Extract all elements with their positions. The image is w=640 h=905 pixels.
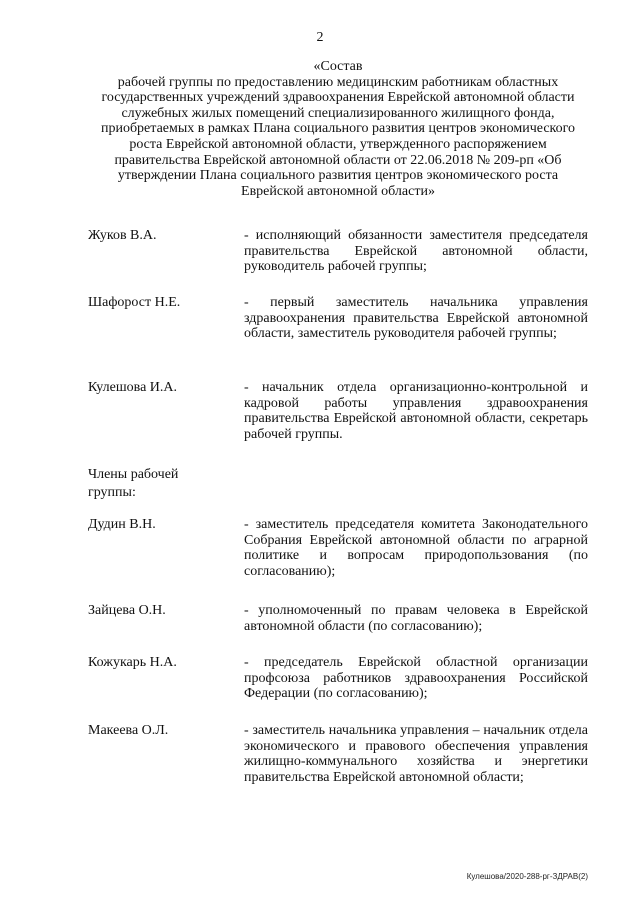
member-role: - первый заместитель начальника управления здравоохранения правительства Еврейской автономной области, заместитель руководителя рабочей группы;	[244, 295, 588, 342]
member-name: Зайцева О.Н.	[88, 603, 166, 618]
member-role: - председатель Еврейской областной организации профсоюза работников здравоохранения Российской Федерации (по согласованию);	[244, 655, 588, 702]
member-entry	[88, 517, 588, 581]
member-name: Жуков В.А.	[88, 228, 157, 243]
members-label: Члены рабочей группы:	[88, 467, 179, 500]
title-heading: «Состав	[313, 59, 363, 74]
member-role: - заместитель председателя комитета Законодательного Собрания Еврейской автономной области по аграрной политике и вопросам природопользования (по согласованию);	[244, 517, 588, 579]
member-role: - заместитель начальника управления – начальник отдела экономического и правового обеспечения управления жилищно-коммунального хозяйства и энергетики правительства Еврейской автономной области;	[244, 723, 588, 785]
document-title	[88, 59, 588, 199]
member-entry	[88, 723, 588, 803]
member-entry	[88, 228, 588, 276]
member-name: Кулешова И.А.	[88, 380, 178, 395]
member-name: Дудин В.Н.	[88, 517, 156, 532]
page-number: 2	[316, 30, 324, 45]
member-name: Шафорост Н.Е.	[88, 295, 181, 310]
member-role: - уполномоченный по правам человека в Еврейской автономной области (по согласованию);	[244, 603, 588, 634]
member-role: - начальник отдела организационно-контрольной и кадровой работы управления здравоохранения правительства Еврейской автономной области, секретарь рабочей группы.	[244, 380, 588, 442]
member-role: - исполняющий обязанности заместителя председателя правительства Еврейской автономной области, руководитель рабочей группы;	[244, 228, 588, 275]
member-entry	[88, 380, 588, 444]
member-entry	[88, 655, 588, 703]
member-entry	[88, 295, 588, 359]
member-entry	[88, 603, 588, 635]
member-name: Кожукарь Н.А.	[88, 655, 177, 670]
member-name: Макеева О.Л.	[88, 723, 169, 738]
title-subtitle: рабочей группы по предоставлению медицинским работникам областных государственных учреждений здравоохранения Еврейской автономной области служебных жилых помещений специализированного жилищного фонда, приобретаемых в рамках Плана социального развития центров экономического роста Еврейской автономной области, утвержденного распоряжением правительства Еврейской автономной области от 22.06.2018 № 209-рп «Об утверждении Плана социального развития центров экономического роста Еврейской автономной области»	[100, 74, 576, 199]
footer-reference: Кулешова/2020-288-рг-ЗДРАВ(2)	[466, 872, 588, 881]
